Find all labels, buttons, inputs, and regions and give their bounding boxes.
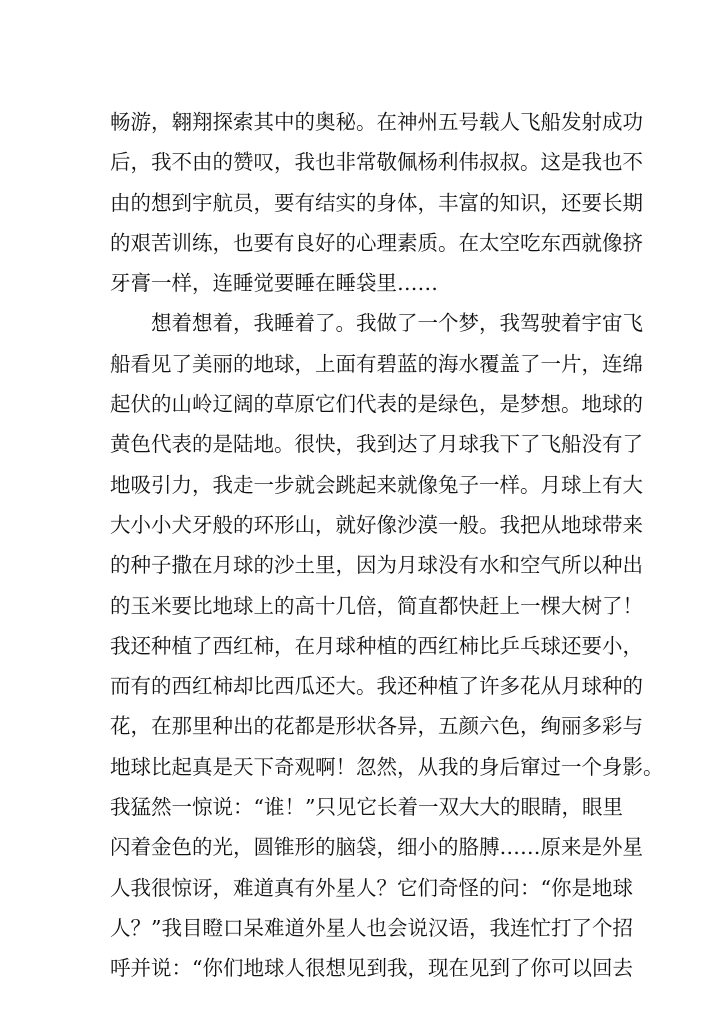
text-line: 黄色代表的是陆地。很快，我到达了月球我下了飞船没有了 (110, 432, 643, 457)
text-line: 船看见了美丽的地球，上面有碧蓝的海水覆盖了一片，连绵 (110, 351, 643, 376)
text-line: 牙膏一样，连睡觉要睡在睡袋里…… (110, 271, 438, 296)
text-line: 我还种植了西红柿，在月球种植的西红柿比乒乓球还要小， (110, 633, 643, 658)
text-line: 人？”我目瞪口呆难道外星人也会说汉语，我连忙打了个招 (110, 915, 633, 940)
text-line: 后，我不由的赞叹，我也非常敬佩杨利伟叔叔。这是我也不 (110, 150, 643, 175)
text-line: 我猛然一惊说：“谁！”只见它长着一双大大的眼睛，眼里 (110, 795, 623, 820)
text-line: 的艰苦训练，也要有良好的心理素质。在太空吃东西就像挤 (110, 230, 643, 255)
text-line: 的玉米要比地球上的高十几倍，简直都快赶上一棵大树了！ (110, 593, 643, 618)
text-line: 地吸引力，我走一步就会跳起来就像兔子一样。月球上有大 (110, 472, 643, 497)
text-line: 而有的西红柿却比西瓜还大。我还种植了许多花从月球种的 (110, 674, 643, 699)
text-line: 地球比起真是天下奇观啊！忽然，从我的身后窜过一个身影。 (110, 754, 664, 779)
text-line: 想着想着，我睡着了。我做了一个梦，我驾驶着宇宙飞 (151, 311, 643, 336)
text-line: 畅游，翱翔探索其中的奥秘。在神州五号载人飞船发射成功 (110, 110, 643, 134)
text-line: 花，在那里种出的花都是形状各异，五颜六色，绚丽多彩与 (110, 714, 643, 739)
text-line: 的种子撒在月球的沙土里，因为月球没有水和空气所以种出 (110, 553, 643, 578)
document-body (110, 102, 664, 989)
text-line: 人我很惊讶，难道真有外星人？它们奇怪的问：“你是地球 (110, 875, 633, 900)
text-line: 大小小犬牙般的环形山，就好像沙漠一般。我把从地球带来 (110, 512, 643, 537)
text-line: 呼并说：“你们地球人很想见到我，现在见到了你可以回去 (110, 956, 633, 981)
text-line: 由的想到宇航员，要有结实的身体，丰富的知识，还要长期 (110, 190, 643, 215)
text-line: 闪着金色的光，圆锥形的脑袋，细小的胳膊……原来是外星 (110, 835, 643, 860)
text-line: 起伏的山岭辽阔的草原它们代表的是绿色，是梦想。地球的 (110, 392, 643, 417)
